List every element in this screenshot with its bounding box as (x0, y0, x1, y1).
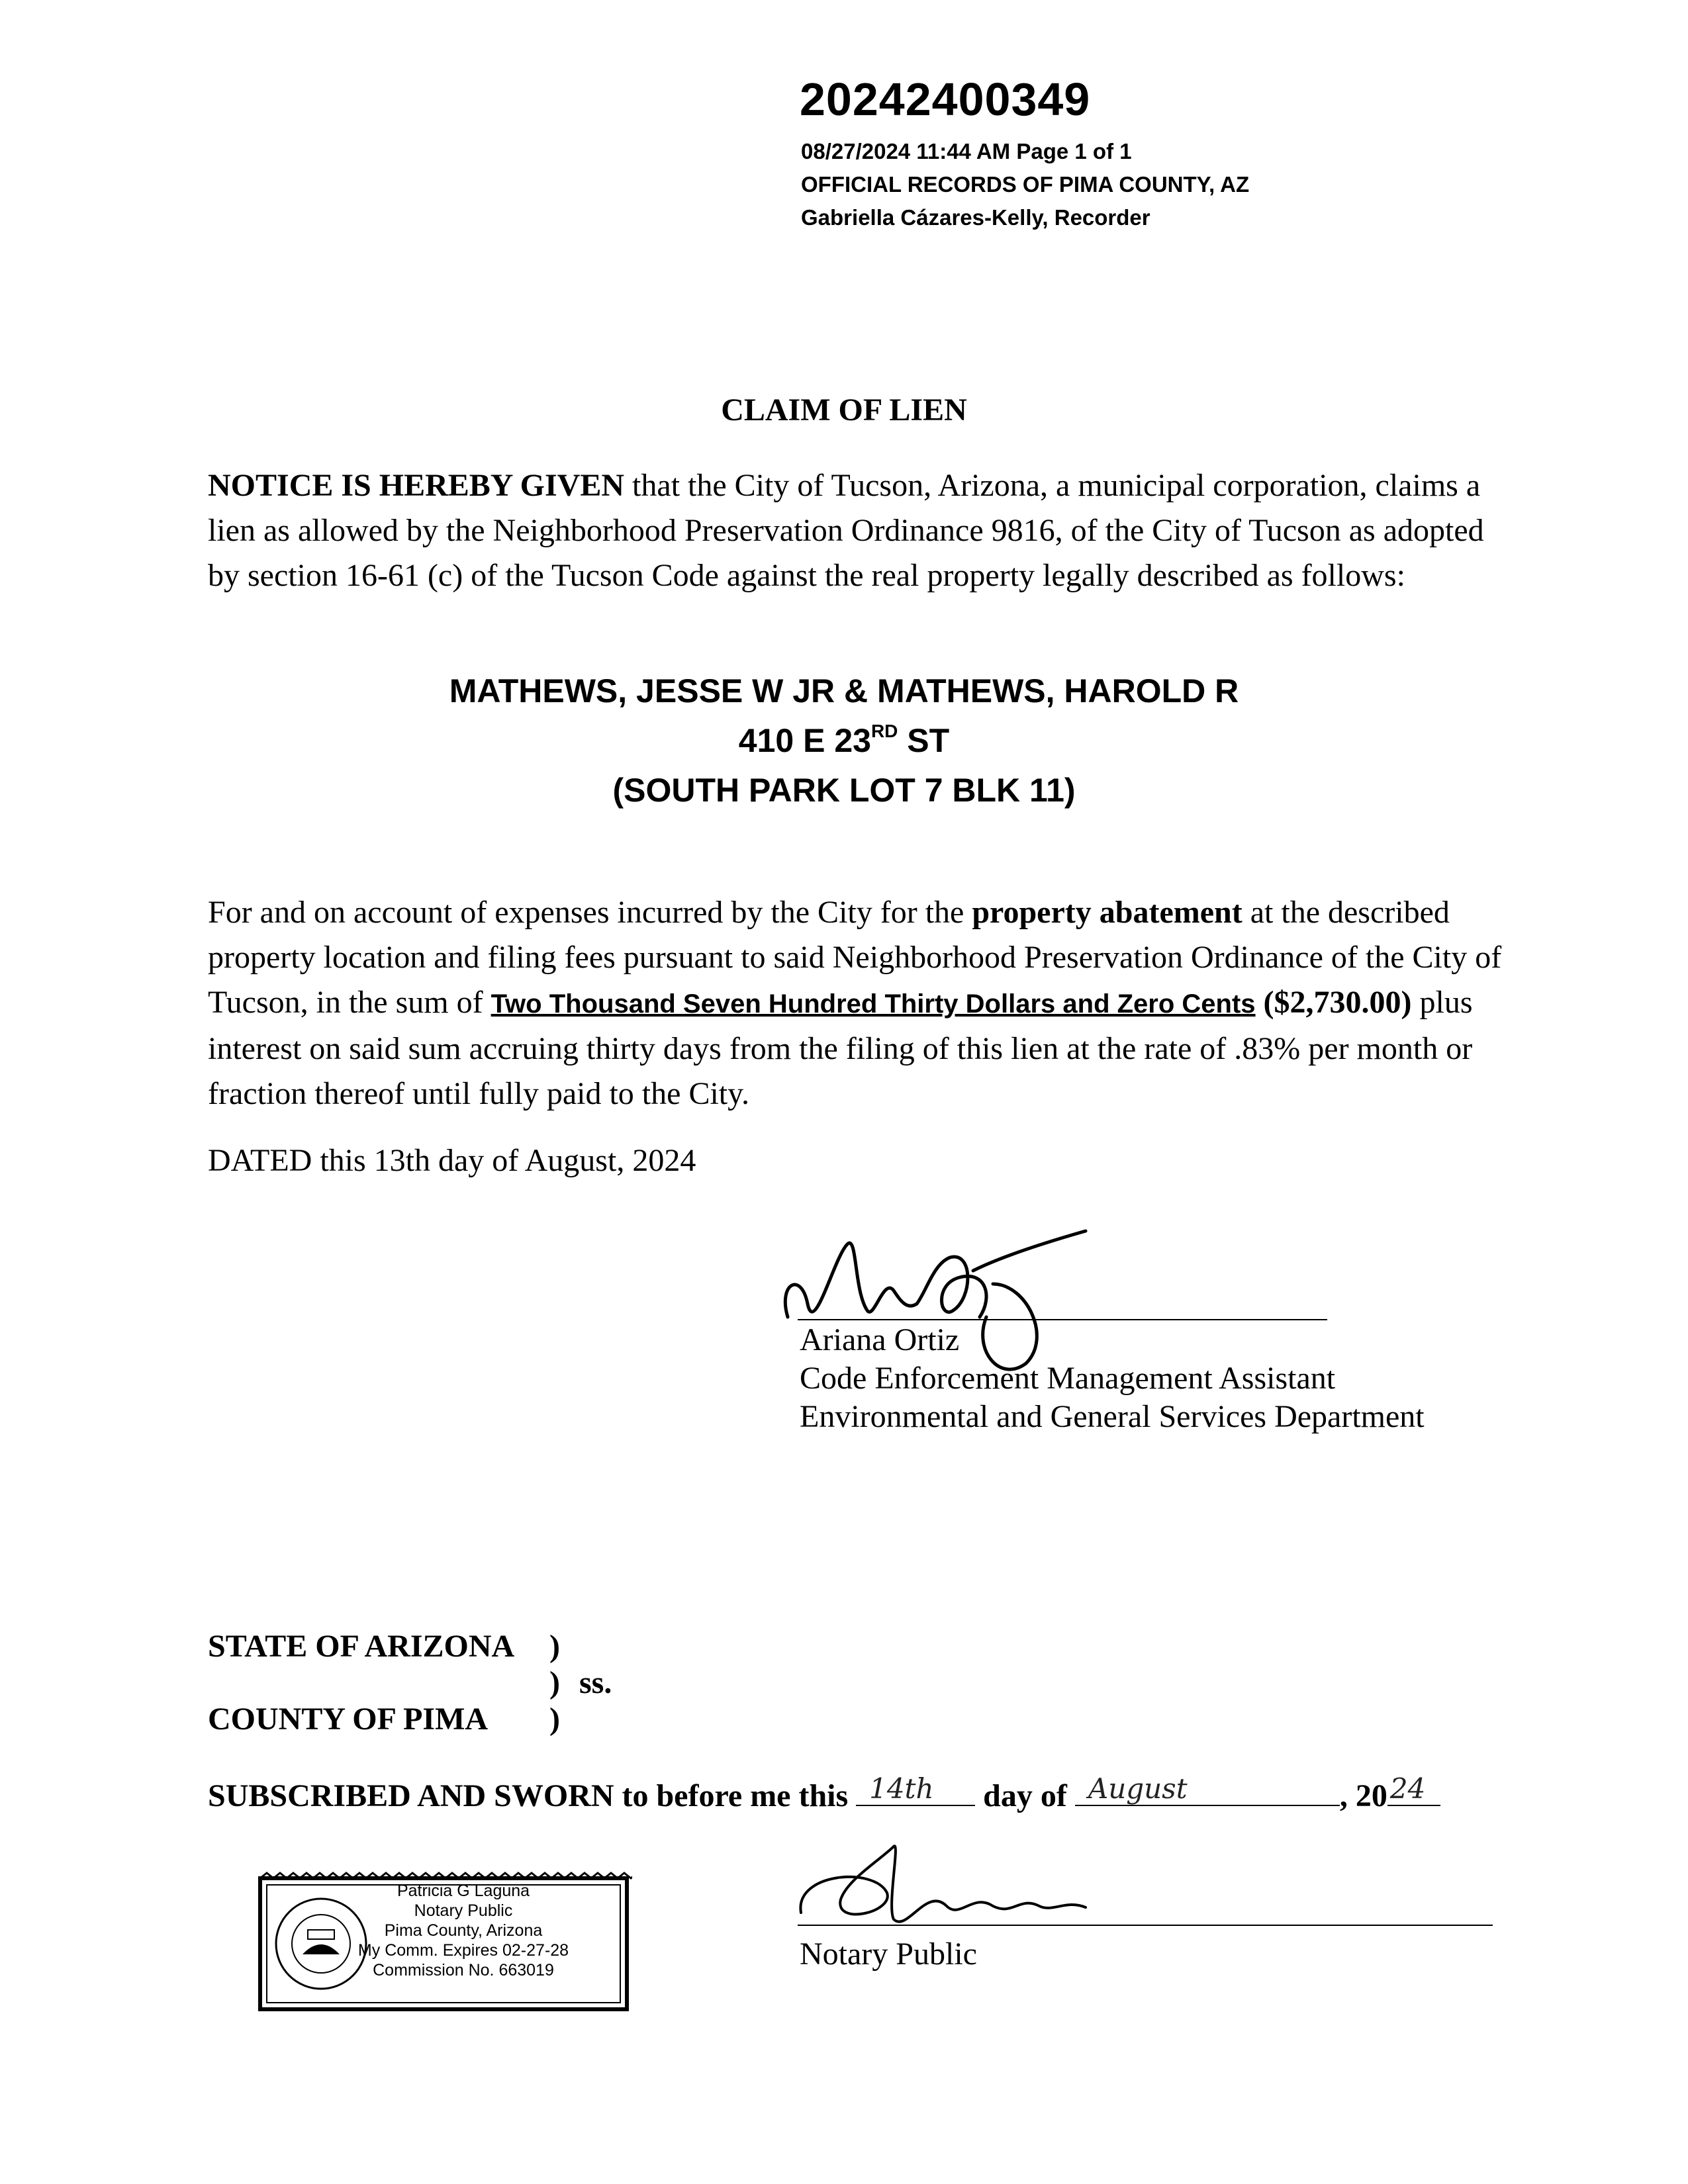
recorder-name: Gabriella Cázares-Kelly, Recorder (801, 205, 1150, 230)
expenses-paragraph (208, 890, 1519, 1116)
venue-paren-3: ) (549, 1702, 560, 1737)
expenses-text-1: For and on account of expenses incurred by the City for the (208, 895, 972, 930)
seal-expires: My Comm. Expires 02-27-28 (357, 1941, 569, 1960)
address-ordinal: RD (870, 721, 898, 741)
venue-county: COUNTY OF PIMA (208, 1702, 489, 1737)
venue-state: STATE OF ARIZONA (208, 1629, 515, 1664)
notary-signature-line (798, 1925, 1493, 1926)
year-handwritten: 24 (1389, 1772, 1426, 1805)
sworn-day-of: day of (975, 1778, 1075, 1813)
month-blank (1075, 1772, 1340, 1806)
notice-paragraph (208, 463, 1505, 598)
sworn-lead: SUBSCRIBED AND SWORN to before me this (208, 1778, 857, 1813)
year-blank (1387, 1772, 1440, 1806)
amount-figure: ($2,730.00) (1255, 985, 1412, 1020)
expenses-bold: property abatement (972, 895, 1243, 930)
venue-paren-1: ) (549, 1629, 560, 1664)
month-handwritten: August (1088, 1772, 1188, 1805)
property-legal: (SOUTH PARK LOT 7 BLK 11) (612, 772, 1076, 809)
notice-text: that the City of Tucson, Arizona, a municipal corporation, claims a lien as allowed by the Neighborhood Preservation Ordinance 9816, of the City of Tucson as adopted by section 16-61 (c) of the Tucson Code against the real property legally described as follows: (208, 468, 1484, 593)
sworn-line (208, 1772, 1440, 1814)
signer-department: Environmental and General Services Department (800, 1399, 1425, 1434)
notary-public-label: Notary Public (800, 1936, 977, 1972)
seal-notary-role: Notary Public (414, 1901, 513, 1920)
seal-county: Pima County, Arizona (384, 1921, 543, 1940)
signer-title: Code Enforcement Management Assistant (800, 1361, 1336, 1396)
expenses-text-3: plus interest on said sum accruing thirty days from the filing of this lien at the rate of .83% per month or fraction thereof until fully paid to the City. (208, 985, 1473, 1111)
sworn-year-prefix: , 20 (1339, 1778, 1387, 1813)
amount-words: Two Thousand Seven Hundred Thirty Dollars and Zero Cents (491, 989, 1256, 1019)
recording-office: OFFICIAL RECORDS OF PIMA COUNTY, AZ (801, 172, 1250, 197)
seal-notary-name: Patricia G Laguna (397, 1882, 530, 1900)
recording-datetime: 08/27/2024 11:44 AM Page 1 of 1 (801, 139, 1132, 163)
address-number-street: 410 E 23 (738, 722, 871, 759)
notice-lead: NOTICE IS HEREBY GIVEN (208, 468, 625, 503)
recording-number: 20242400349 (800, 73, 1091, 125)
property-owners: MATHEWS, JESSE W JR & MATHEWS, HAROLD R (449, 672, 1239, 709)
expenses-text-2: at the described property location and filing fees pursuant to said Neighborhood Preservation Ordinance of the City of Tucson, in the sum of (208, 895, 1502, 1020)
address-suffix: ST (898, 722, 950, 759)
day-blank (856, 1772, 975, 1806)
signer-name: Ariana Ortiz (800, 1322, 960, 1357)
notary-signature-image (794, 1833, 1125, 1946)
property-address (0, 721, 1688, 760)
day-handwritten: 14th (869, 1772, 934, 1805)
dated-line: DATED this 13th day of August, 2024 (208, 1143, 696, 1178)
document-title: CLAIM OF LIEN (721, 392, 967, 428)
venue-paren-2: ) (549, 1665, 560, 1700)
venue-ss: ss. (579, 1665, 612, 1700)
seal-commission: Commission No. 663019 (373, 1961, 554, 1979)
signature-line (798, 1319, 1327, 1320)
